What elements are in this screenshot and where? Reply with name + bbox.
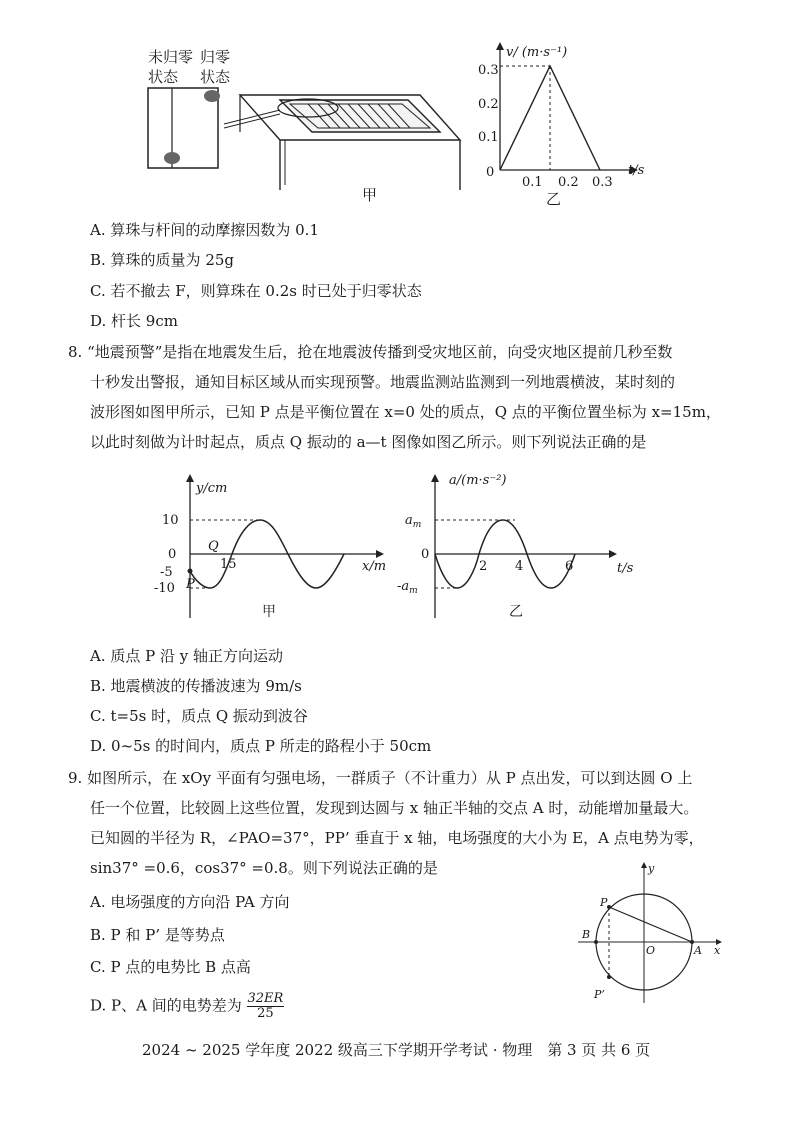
label-returned: 归零 — [200, 48, 231, 66]
fig-x: x — [714, 944, 721, 957]
at-graph-yi — [393, 470, 643, 630]
jia-ylabel: y/cm — [196, 481, 228, 496]
vt-line — [500, 66, 600, 170]
fig-pp: P’ — [594, 988, 605, 1001]
yi-xtick-6: 6 — [565, 559, 574, 574]
jia-xlabel: x/m — [362, 559, 387, 574]
caption-yi: 乙 — [509, 604, 523, 620]
bead-unreturned — [164, 152, 180, 164]
vt-ytick-01: 0.1 — [478, 130, 499, 145]
q8-line-2: 十秒发出警报，通知目标区域从而实现预警。地震监测站监测到一列地震横波，某时刻的 — [90, 373, 676, 391]
vt-graph — [470, 38, 660, 208]
yi-ylabel: a/(m·s⁻²) — [449, 473, 507, 488]
q9-fraction — [247, 992, 285, 1021]
q7-option-b: B. 算珠的质量为 25g — [90, 251, 235, 269]
vt-xlabel: t/s — [628, 163, 645, 178]
label-state-2: 状态 — [200, 68, 231, 86]
yi-ytop: a — [405, 513, 413, 528]
page-footer: 2024 ~ 2025 学年度 2022 级高三下学期开学考试 · 物理 第 3 页 共 6 页 — [142, 1041, 651, 1059]
q9-line-2: 任一个位置，比较圆上这些位置，发现到达圆与 x 轴正半轴的交点 A 时，动能增加量最大。 — [90, 799, 699, 817]
segment-pa — [609, 907, 692, 942]
jia-ytick-m5: -5 — [160, 565, 173, 580]
svg-text:-am — [397, 579, 418, 596]
svg-text:am — [405, 513, 421, 530]
label-state-1: 状态 — [148, 68, 179, 86]
vt-ytick-03: 0.3 — [478, 63, 499, 78]
q8-option-c: C. t=5s 时，质点 Q 振动到波谷 — [90, 707, 308, 725]
jia-label-q: Q — [208, 539, 219, 554]
yi-ytop-sub: m — [412, 520, 422, 530]
jia-label-p: P — [186, 577, 195, 592]
vt-origin: 0 — [486, 165, 495, 180]
q8-line-3: 波形图如图甲所示，已知 P 点是平衡位置在 x=0 处的质点，Q 点的平衡位置坐标为 x=15m， — [90, 403, 721, 421]
yi-xtick-2: 2 — [479, 559, 488, 574]
yi-xlabel: t/s — [617, 561, 634, 576]
yi-ybot: -a — [397, 579, 410, 594]
q8-option-d: D. 0~5s 的时间内，质点 P 所走的路程小于 50cm — [90, 737, 432, 755]
jia-ytick-m10: -10 — [154, 581, 175, 596]
q8-line-1: 8. “地震预警”是指在地震发生后，抢在地震波传播到受灾地区前，向受灾地区提前几秒至数 — [68, 343, 673, 361]
fig-a: A — [694, 944, 702, 957]
q8-option-b: B. 地震横波的传播波速为 9m/s — [90, 677, 302, 695]
q8-option-a: A. 质点 P 沿 y 轴正方向运动 — [90, 647, 284, 665]
jia-origin: 0 — [168, 547, 177, 562]
bead-returned — [204, 90, 220, 102]
jia-xtick-15: 15 — [220, 557, 237, 572]
yi-origin: 0 — [421, 547, 430, 562]
q9-line-3: 已知圆的半径为 R，∠PAO=37°，PP’ 垂直于 x 轴，电场强度的大小为 E，A 点电势为零， — [90, 829, 704, 847]
q7-option-c: C. 若不撤去 F，则算珠在 0.2s 时已处于归零状态 — [90, 282, 422, 300]
abacus-figure — [140, 40, 470, 205]
q9-line-4: sin37° =0.6，cos37° =0.8。则下列说法正确的是 — [90, 859, 438, 877]
q9-option-c: C. P 点的电势比 B 点高 — [90, 958, 251, 976]
fig-y: y — [648, 862, 655, 875]
q9-option-d-text: D. P、A 间的电势差为 — [90, 996, 242, 1015]
q9-fraction-num: 32ER — [247, 991, 284, 1006]
q7-option-d: D. 杆长 9cm — [90, 312, 178, 330]
fig-o: O — [646, 944, 656, 957]
label-unreturned: 未归零 — [148, 48, 194, 66]
wave-graph-jia — [150, 470, 390, 630]
caption-jia: 甲 — [262, 604, 276, 620]
q9-fraction-den: 25 — [257, 1006, 274, 1021]
yi-xtick-4: 4 — [515, 559, 524, 574]
vt-xtick-01: 0.1 — [522, 175, 543, 190]
yi-ybot-sub: m — [409, 586, 418, 596]
fig-p: P — [600, 896, 608, 909]
jia-ytick-10: 10 — [162, 513, 179, 528]
vt-ylabel: v/ (m·s⁻¹) — [506, 45, 568, 60]
caption-yi-top: 乙 — [546, 190, 562, 208]
q9-option-d — [90, 992, 284, 1021]
q9-option-a: A. 电场强度的方向沿 PA 方向 — [90, 893, 290, 911]
circle-figure — [570, 858, 730, 1008]
q8-line-4: 以此时刻做为计时起点，质点 Q 振动的 a—t 图像如图乙所示。则下列说法正确的是 — [90, 433, 647, 451]
point-p — [188, 569, 193, 574]
vt-ytick-02: 0.2 — [478, 97, 499, 112]
q9-option-b: B. P 和 P’ 是等势点 — [90, 926, 225, 944]
q9-line-1: 9. 如图所示，在 xOy 平面有匀强电场，一群质子（不计重力）从 P 点出发，可以到达圆 O 上 — [68, 769, 693, 787]
q7-option-a: A. 算珠与杆间的动摩擦因数为 0.1 — [90, 221, 319, 239]
fig-b: B — [582, 928, 591, 941]
vt-xtick-02: 0.2 — [558, 175, 579, 190]
vt-xtick-03: 0.3 — [592, 175, 613, 190]
caption-jia-top: 甲 — [362, 186, 378, 204]
